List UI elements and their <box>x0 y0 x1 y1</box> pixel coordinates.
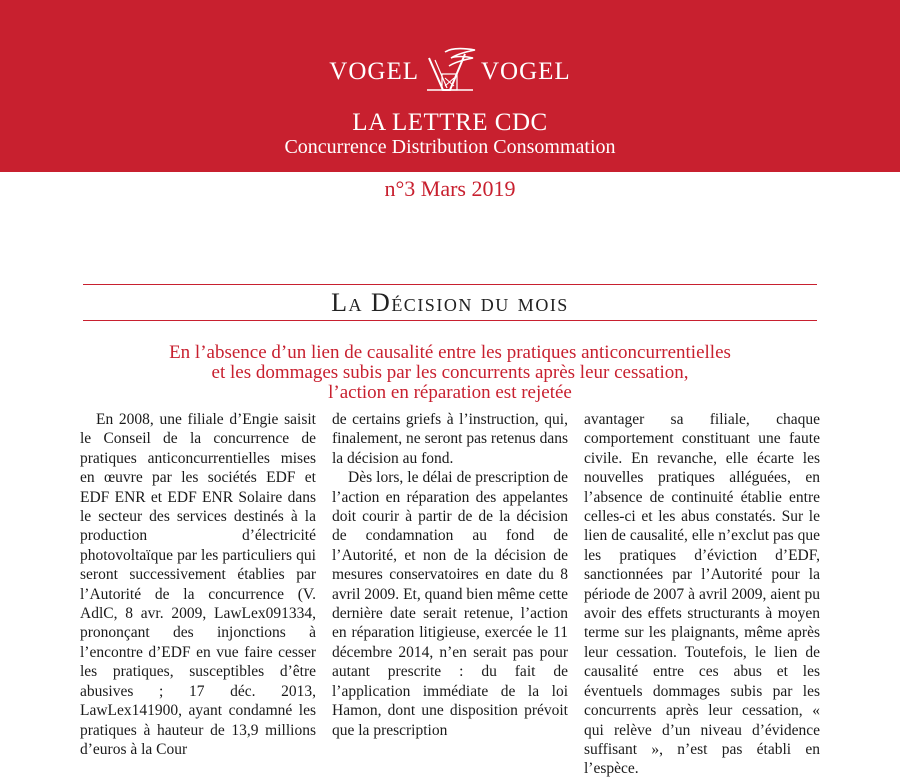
letter-subtitle: Concurrence Distribution Consommation <box>284 136 616 158</box>
article-column-3 <box>584 410 820 778</box>
article-column-2 <box>332 410 568 739</box>
section-rule-top <box>83 284 817 285</box>
paragraph: avantager sa filiale, chaque comportement constituant une faute civile. En revanche, elle écarte les nouvelles pratiques alléguées, en l’absence de continuité établie entre celles-ci et les abus constatés. Sur le lien de causalité, elle n’exclut pas que les pratiques d’éviction d’EDF, sanctionnées par l’Autorité pour la période de 2007 à avril 2009, aient pu avoir des effets structurants à moyen terme sur les plaignants, même après leur cessation. Toutefois, le lien de causalité entre ces abus et les éventuels dommages subis par les concurrents après leur cessation, « qui relève d’un niveau d’évidence suffisant », n’est pas établi en l’espèce. <box>584 411 820 778</box>
section-title: La Décision du mois <box>331 288 569 317</box>
article-column-1 <box>80 410 316 758</box>
article-headline <box>130 343 770 403</box>
headline-line: En l’absence d’un lien de causalité entre les pratiques anticoncurrentielles <box>169 342 731 363</box>
letter-title: LA LETTRE CDC <box>352 109 548 136</box>
brand-left: VOGEL <box>329 57 419 85</box>
brand-right: VOGEL <box>481 57 571 85</box>
paragraph: de certains griefs à l’instruction, qui, finalement, ne seront pas retenus dans la décision au fond. <box>332 411 568 467</box>
paragraph: Dès lors, le délai de prescription de l’action en réparation des appelantes doit courir à partir de de la décision de condamnation au fond de l’Autorité, et non de la décision de mesures conservatoires en date du 8 avril 2009. Et, quand bien même cette dernière date serait retenue, l’action en réparation litigieuse, exercée le 11 décembre 2014, n’en serait pas pour autant prescrite : du fait de l’application immédiate de la loi Hamon, dont une disposition prévoit que la prescription <box>332 469 568 739</box>
headline-line: l’action en réparation est rejetée <box>328 382 572 403</box>
paragraph: En 2008, une filiale d’Engie saisit le Conseil de la concurrence de pratiques anticoncurrentielles mises en œuvre par les sociétés EDF et EDF ENR et EDF ENR Solaire dans le secteur des services destinés à la production d’électricité photovoltaïque par les particuliers qui seront successivement établies par l’Autorité de la concurrence (V. AdlC, 8 avr. 2009, LawLex091334, prononçant des injonctions à l’encontre d’EDF en vue faire cesser les pratiques, susceptibles d’être abusives ; 17 déc. 2013, LawLex141900, ayant condamné les pratiques à hauteur de 13,9 millions d’euros à la Cour <box>80 411 316 758</box>
vogel-monogram-icon <box>421 46 479 96</box>
section-rule-bottom <box>83 320 817 321</box>
headline-line: et les dommages subis par les concurrents après leur cessation, <box>211 362 689 383</box>
brand-logo <box>0 46 900 96</box>
issue-number: n°3 Mars 2019 <box>384 176 516 201</box>
header-banner <box>0 0 900 172</box>
